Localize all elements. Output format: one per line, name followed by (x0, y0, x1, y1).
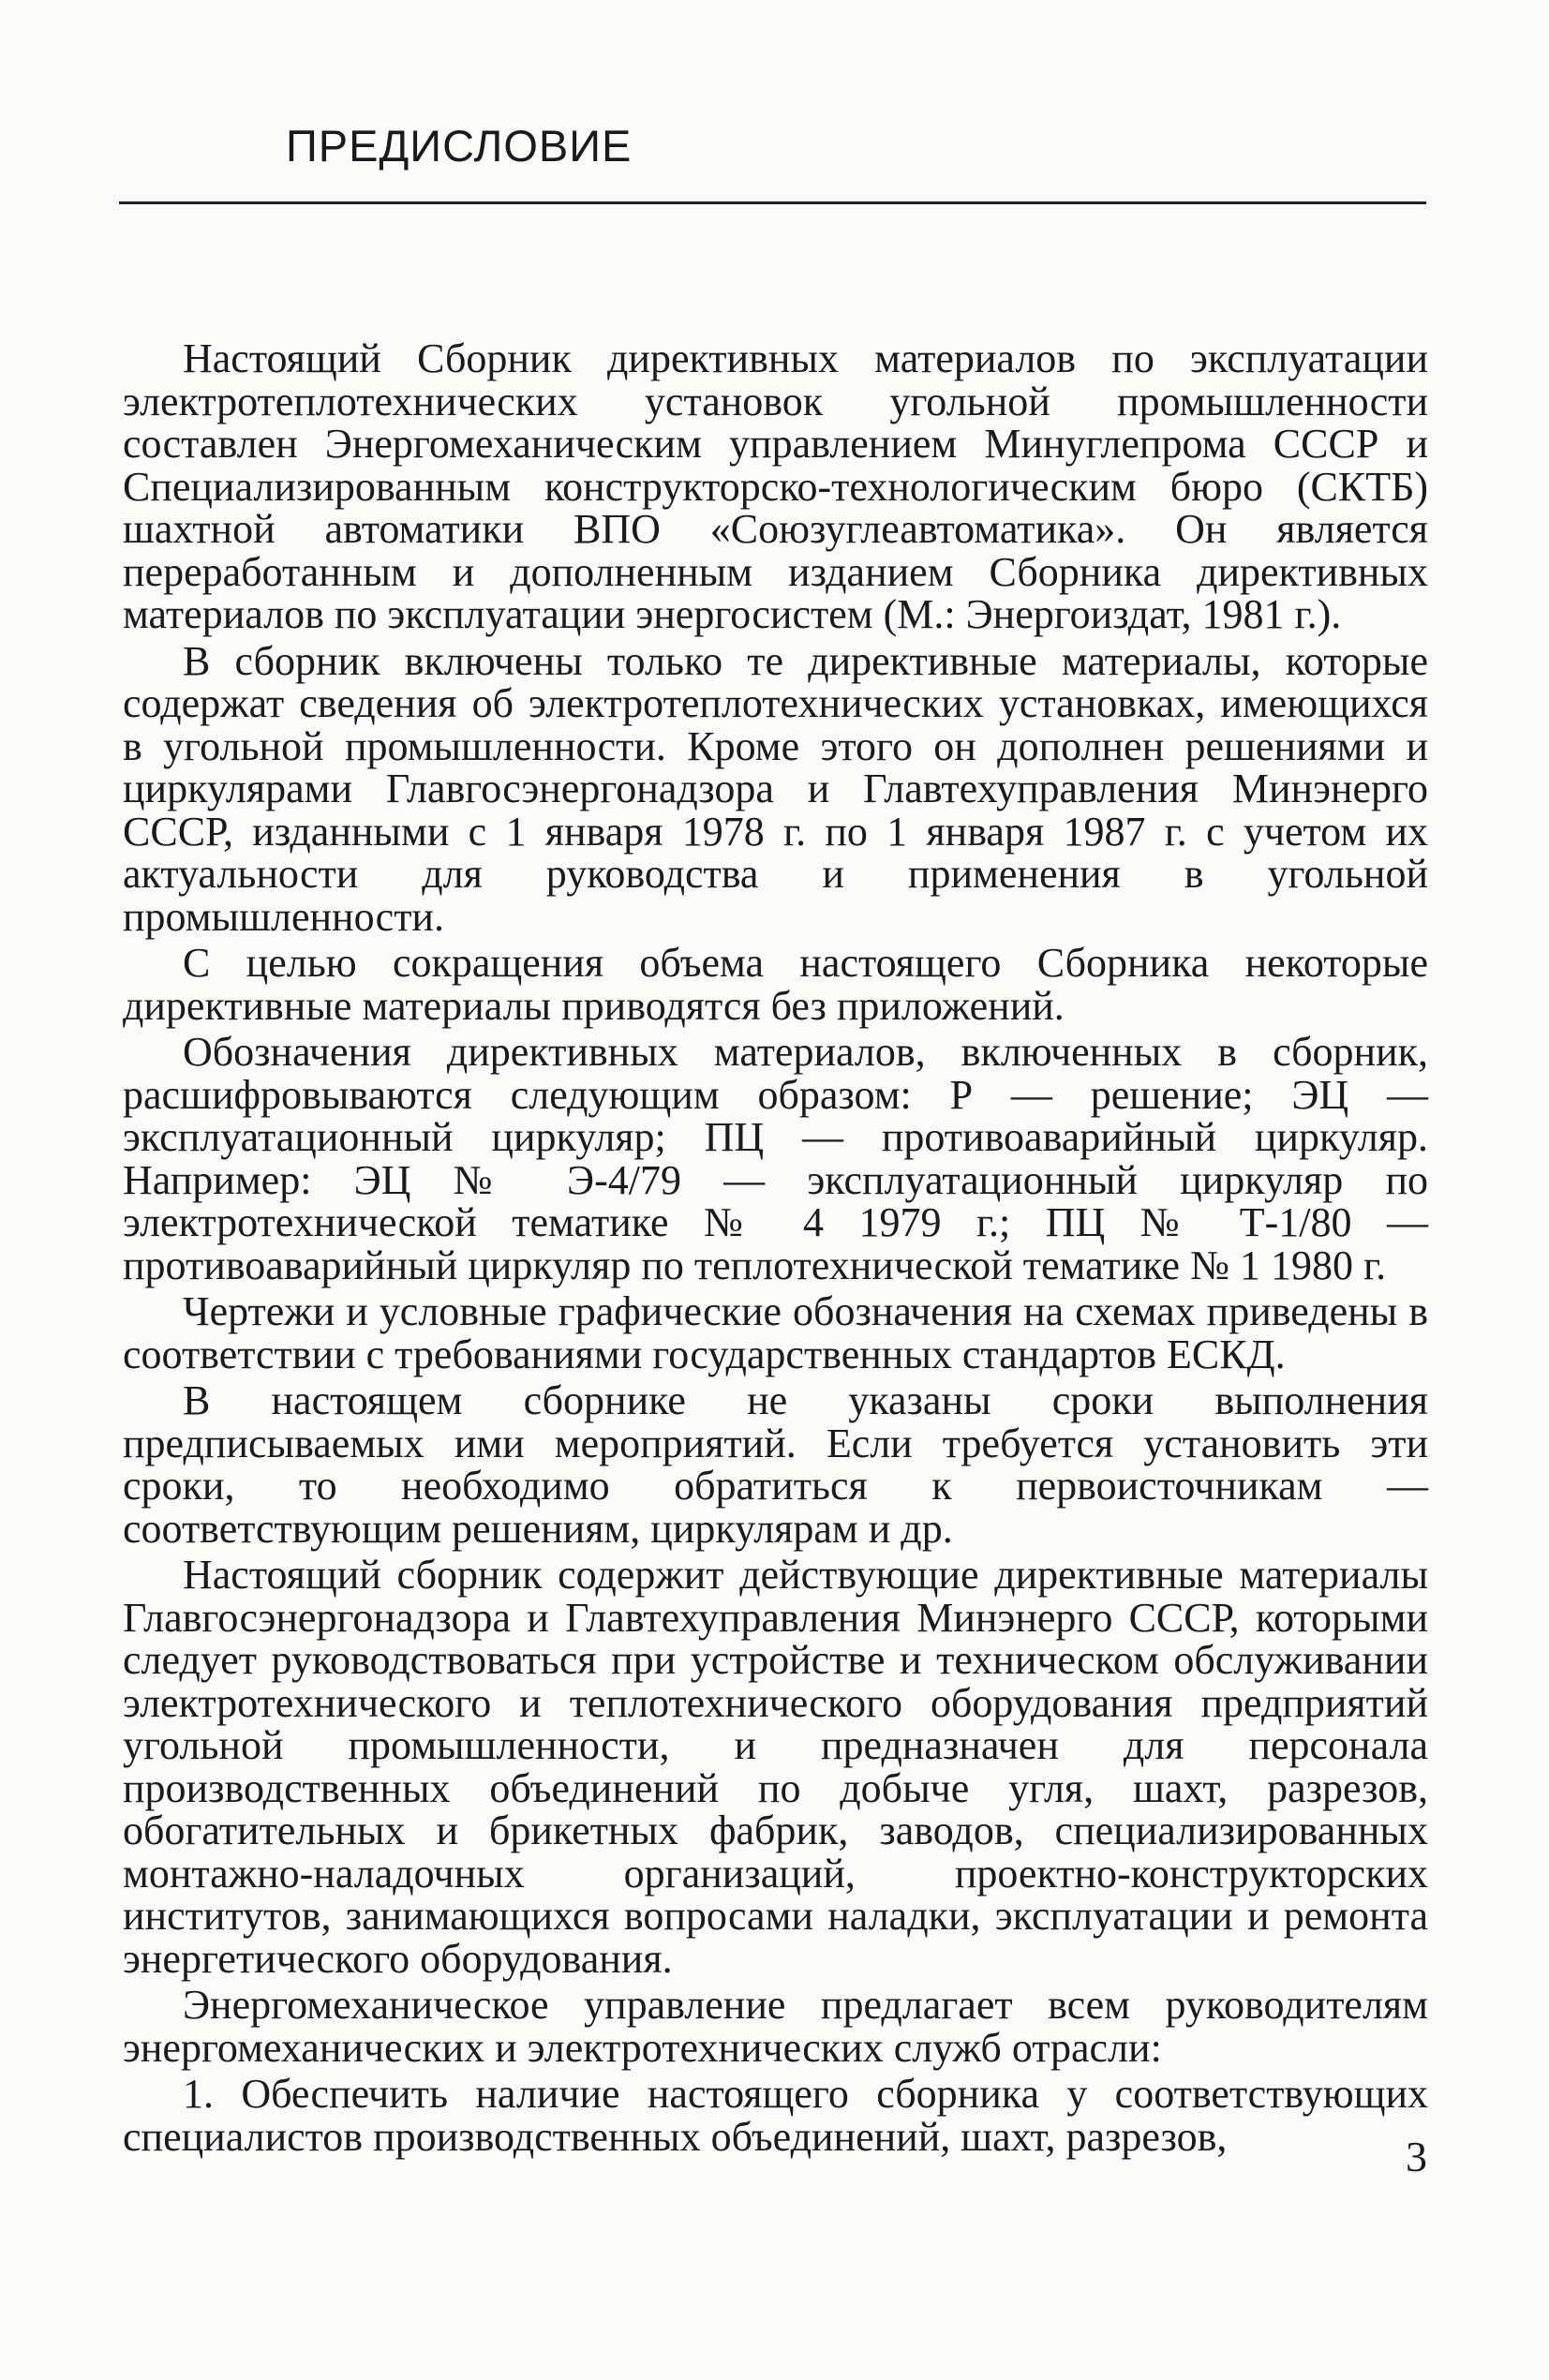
paragraph-2: В сборник включены только те директивные материалы, которые содержат сведения об электротеплотехнических установках, имеющихся в угольной промышленности. Кроме этого он дополнен решениями и циркулярами Главгосэнергонадзора и Главтехуправления Минэнерго СССР, изданными с 1 января 1978 г. по 1 января 1987 г. с учетом их актуальности для руководства и применения в угольной промышленности. (123, 637, 1428, 940)
paragraph-7: Настоящий сборник содержит действующие директивные материалы Главгосэнергонадзора и Главтехуправления Минэнерго СССР, которыми следует руководствоваться при устройстве и техническом обслуживании электротехнического и теплотехнического оборудования предприятий угольной промышленности, и предназначен для персонала производственных объединений по добыче угля, шахт, разрезов, обогатительных и брикетных фабрик, заводов, специализированных монтажно-наладочных организаций, проектно-конструкторских институтов, занимающихся вопросами наладки, эксплуатации и ремонта энергетического оборудования. (123, 1552, 1428, 1982)
paragraph-8: Энергомеханическое управление предлагает всем руководителям энергомеханических и электротехнических служб отрасли: (123, 1982, 1428, 2071)
paragraph-9: 1. Обеспечить наличие настоящего сборника у соответствующих специалистов производственных объединений, шахт, разрезов, (123, 2071, 1428, 2160)
page-title: ПРЕДИСЛОВИЕ (286, 121, 633, 171)
preface-body (123, 337, 1428, 2162)
page-number: 3 (1406, 2133, 1427, 2180)
paragraph-4: Обозначения директивных материалов, включенных в сборник, расшифровываются следующим образом: Р — решение; ЭЦ — эксплуатационный циркуляр; ПЦ — противоаварийный циркуляр. Например: ЭЦ № Э-4/79 — эксплуатационный циркуляр по электротехнической тематике № 4 1979 г.; ПЦ № Т-1/80 — противоаварийный циркуляр по теплотехнической тематике № 1 1980 г. (123, 1029, 1428, 1288)
paragraph-6: В настоящем сборнике не указаны сроки выполнения предписываемых ими мероприятий. Если требуется установить эти сроки, то необходимо обратиться к первоисточникам — соответствующим решениям, циркулярам и др. (123, 1377, 1428, 1552)
paragraph-3: С целью сокращения объема настоящего Сборника некоторые директивные материалы приводятся без приложений. (123, 940, 1428, 1029)
title-divider (119, 201, 1426, 204)
paragraph-1: Настоящий Сборник директивных материалов по эксплуатации электротеплотехнических установок угольной промышленности составлен Энергомеханическим управлением Минуглепрома СССР и Специализированным конструкторско-технологическим бюро (СКТБ) шахтной автоматики ВПО «Союзуглеавтоматика». Он является переработанным и дополненным изданием Сборника директивных материалов по эксплуатации энергосистем (М.: Энергоиздат, 1981 г.). (123, 335, 1428, 637)
paragraph-5: Чертежи и условные графические обозначения на схемах приведены в соответствии с требованиями государственных стандартов ЕСКД. (123, 1288, 1428, 1377)
